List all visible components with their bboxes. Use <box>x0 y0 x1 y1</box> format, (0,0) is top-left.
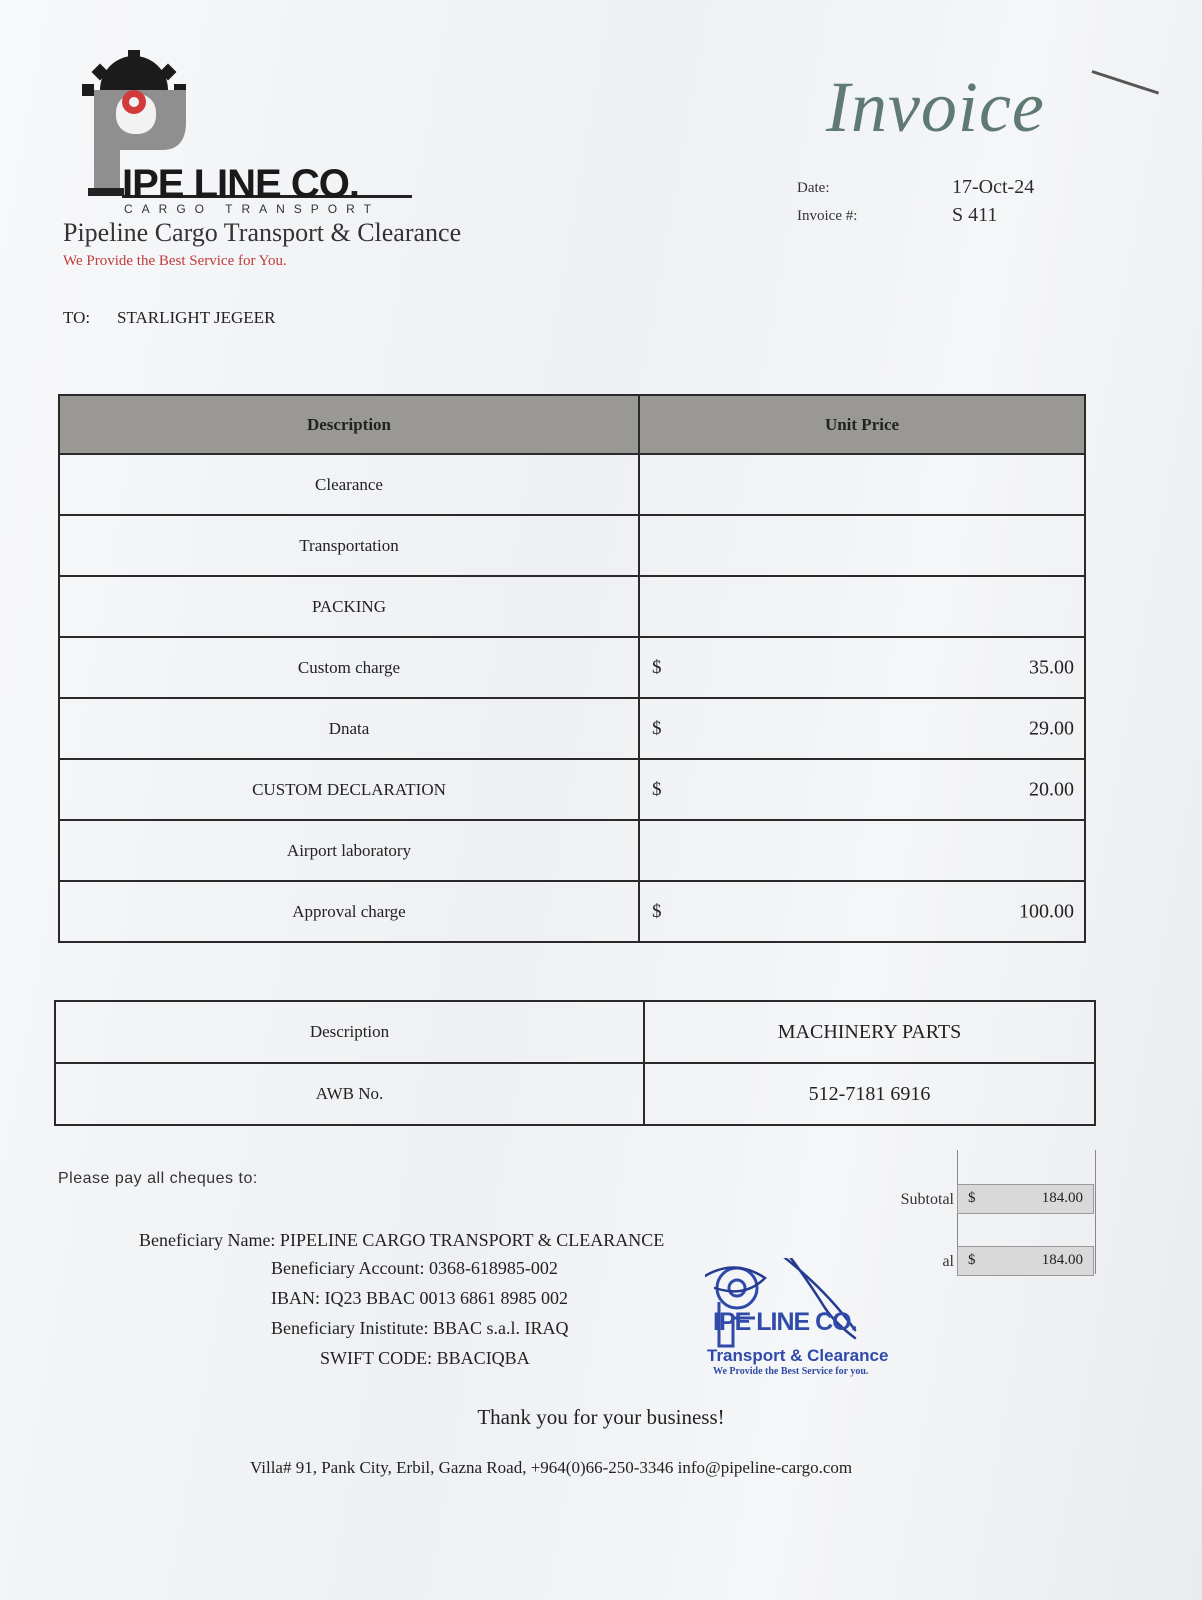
item-price-cell <box>639 637 1085 698</box>
item-description: Transportation <box>59 515 639 576</box>
table-header-row <box>59 395 1085 454</box>
table-row <box>59 454 1085 515</box>
item-price-cell <box>639 698 1085 759</box>
company-tagline: We Provide the Best Service for You. <box>63 253 287 269</box>
item-currency: $ <box>652 656 662 678</box>
total-cell <box>957 1246 1094 1276</box>
item-currency: $ <box>652 900 662 922</box>
shipment-table <box>54 1000 1096 1126</box>
table-row <box>59 759 1085 820</box>
total-value: 184.00 <box>1041 1252 1083 1268</box>
company-stamp <box>705 1258 945 1383</box>
swift-code: SWIFT CODE: BBACIQBA <box>320 1348 530 1368</box>
header-unit-price: Unit Price <box>639 395 1085 454</box>
item-description: Approval charge <box>59 881 639 942</box>
table-row <box>59 698 1085 759</box>
item-description: Airport laboratory <box>59 820 639 881</box>
thank-you-message: Thank you for your business! <box>477 1405 725 1429</box>
table-row <box>59 881 1085 942</box>
subtotal-currency: $ <box>968 1190 976 1206</box>
invoice-number-value: S 411 <box>952 204 998 226</box>
subtotal-cell <box>957 1184 1094 1214</box>
item-price-cell <box>639 881 1085 942</box>
item-description: PACKING <box>59 576 639 637</box>
table-row <box>55 1063 1095 1125</box>
item-amount: 100.00 <box>1019 900 1074 922</box>
recipient-name: STARLIGHT JEGEER <box>117 308 276 327</box>
stamp-wordmark: IPE LINE CO. <box>713 1308 857 1336</box>
shipment-description-label: Description <box>55 1001 644 1063</box>
item-price-cell <box>639 454 1085 515</box>
item-description: Custom charge <box>59 637 639 698</box>
company-logo <box>82 50 422 220</box>
item-description: Dnata <box>59 698 639 759</box>
beneficiary-name: Beneficiary Name: PIPELINE CARGO TRANSPORT & CLEARANCE <box>139 1230 665 1250</box>
iban: IBAN: IQ23 BBAC 0013 6861 8985 002 <box>271 1288 569 1308</box>
subtotal-label: Subtotal <box>900 1191 954 1208</box>
table-row <box>55 1001 1095 1063</box>
item-price-cell <box>639 820 1085 881</box>
table-row <box>59 820 1085 881</box>
item-description: Clearance <box>59 454 639 515</box>
company-name: Pipeline Cargo Transport & Clearance <box>63 218 462 247</box>
table-row <box>59 637 1085 698</box>
logo-subtitle: CARGO TRANSPORT <box>124 202 380 216</box>
pen-mark <box>1092 70 1160 94</box>
logo-wordmark: IPE LINE CO. <box>122 162 359 206</box>
item-price-cell <box>639 576 1085 637</box>
shipment-description-value: MACHINERY PARTS <box>644 1001 1095 1063</box>
stamp-line-2: We Provide the Best Service for you. <box>713 1366 869 1377</box>
total-label: al <box>942 1253 954 1270</box>
item-amount: 35.00 <box>1029 656 1074 678</box>
item-currency: $ <box>652 778 662 800</box>
item-description: CUSTOM DECLARATION <box>59 759 639 820</box>
item-currency: $ <box>652 717 662 739</box>
company-address: Villa# 91, Pank City, Erbil, Gazna Road, +964(0)66-250-3346 info@pipeline-cargo.com <box>250 1458 853 1477</box>
payment-heading: Please pay all cheques to: <box>58 1170 258 1187</box>
awb-label: AWB No. <box>55 1063 644 1125</box>
subtotal-value: 184.00 <box>1041 1190 1083 1206</box>
line-items-table <box>58 394 1086 943</box>
item-price-cell <box>639 759 1085 820</box>
date-label: Date: <box>797 180 830 196</box>
header-description: Description <box>59 395 639 454</box>
table-row <box>59 576 1085 637</box>
stamp-line-1: Transport & Clearance <box>707 1346 889 1365</box>
date-value: 17-Oct-24 <box>952 176 1035 198</box>
invoice-number-label: Invoice #: <box>797 208 858 224</box>
table-row <box>59 515 1085 576</box>
recipient-label: TO: <box>63 308 91 327</box>
beneficiary-account: Beneficiary Account: 0368-618985-002 <box>271 1258 558 1278</box>
item-amount: 20.00 <box>1029 778 1074 800</box>
item-price-cell <box>639 515 1085 576</box>
item-amount: 29.00 <box>1029 717 1074 739</box>
invoice-title: Invoice <box>826 67 1045 147</box>
beneficiary-institute: Beneficiary Inistitute: BBAC s.a.l. IRAQ <box>271 1318 569 1338</box>
awb-value: 512-7181 6916 <box>644 1063 1095 1125</box>
total-currency: $ <box>968 1252 976 1268</box>
